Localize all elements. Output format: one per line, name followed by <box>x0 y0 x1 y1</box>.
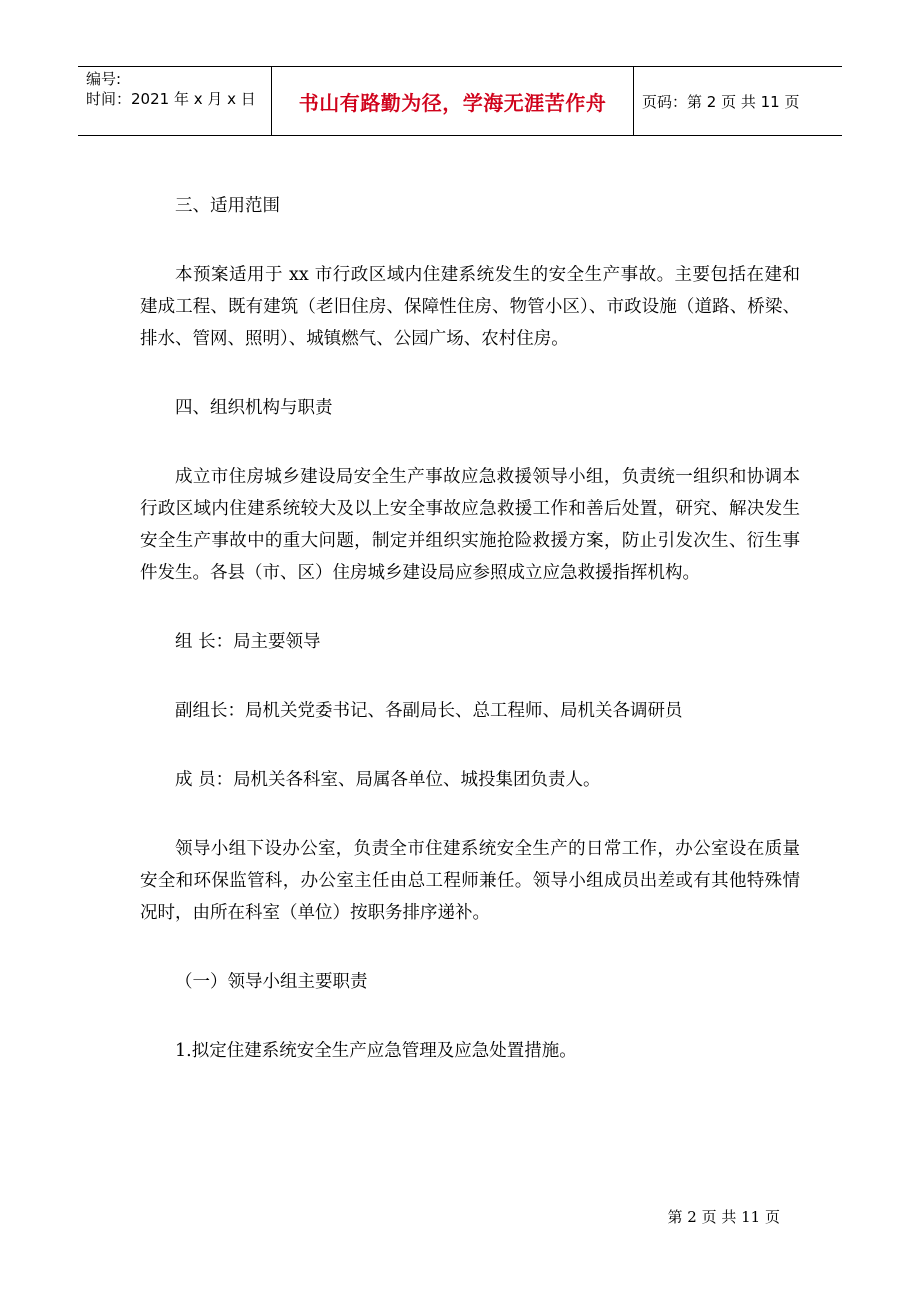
header-motto: 书山有路勤为径，学海无涯苦作舟 <box>272 67 634 135</box>
date-label: 时间：2021 年 x 月 x 日 <box>86 90 256 108</box>
vice-leader-line: 副组长：局机关党委书记、各副局长、总工程师、局机关各调研员 <box>175 701 683 721</box>
item-1: 1.拟定住建系统安全生产应急管理及应急处置措施。 <box>175 1041 577 1061</box>
office-text: 领导小组下设办公室，负责全市住建系统安全生产的日常工作，办公室设在质量安全和环保监管科，办公室主任由总工程师兼任。领导小组成员出差或有其他特殊情况时，由所在科室（单位）按职务排序递补。 <box>140 839 800 923</box>
document-body <box>140 190 800 1067</box>
code-label: 编号: <box>86 70 122 88</box>
subsection1-title: （一）领导小组主要职责 <box>175 972 368 992</box>
section3-title: 三、适用范围 <box>175 196 280 216</box>
leader-line: 组 长：局主要领导 <box>175 632 321 652</box>
section3-text: 本预案适用于 xx 市行政区域内住建系统发生的安全生产事故。主要包括在建和建成工程、既有建筑（老旧住房、保障性住房、物管小区）、市政设施（道路、桥梁、排水、管网、照明）、城镇燃气、公园广场、农村住房。 <box>140 265 800 349</box>
section4-title: 四、组织机构与职责 <box>175 398 333 418</box>
section4-text: 成立市住房城乡建设局安全生产事故应急救援领导小组，负责统一组织和协调本行政区域内住建系统较大及以上安全事故应急救援工作和善后处置，研究、解决发生安全生产事故中的重大问题，制定并组织实施抢险救援方案，防止引发次生、衍生事件发生。各县（市、区）住房城乡建设局应参照成立应急救援指挥机构。 <box>140 467 800 583</box>
members-line: 成 员：局机关各科室、局属各单位、城投集团负责人。 <box>175 770 601 790</box>
header-meta <box>78 67 272 135</box>
page-header <box>78 66 842 136</box>
page-footer: 第 2 页 共 11 页 <box>667 1208 780 1226</box>
header-page-label: 页码：第 2 页 共 11 页 <box>642 92 800 111</box>
